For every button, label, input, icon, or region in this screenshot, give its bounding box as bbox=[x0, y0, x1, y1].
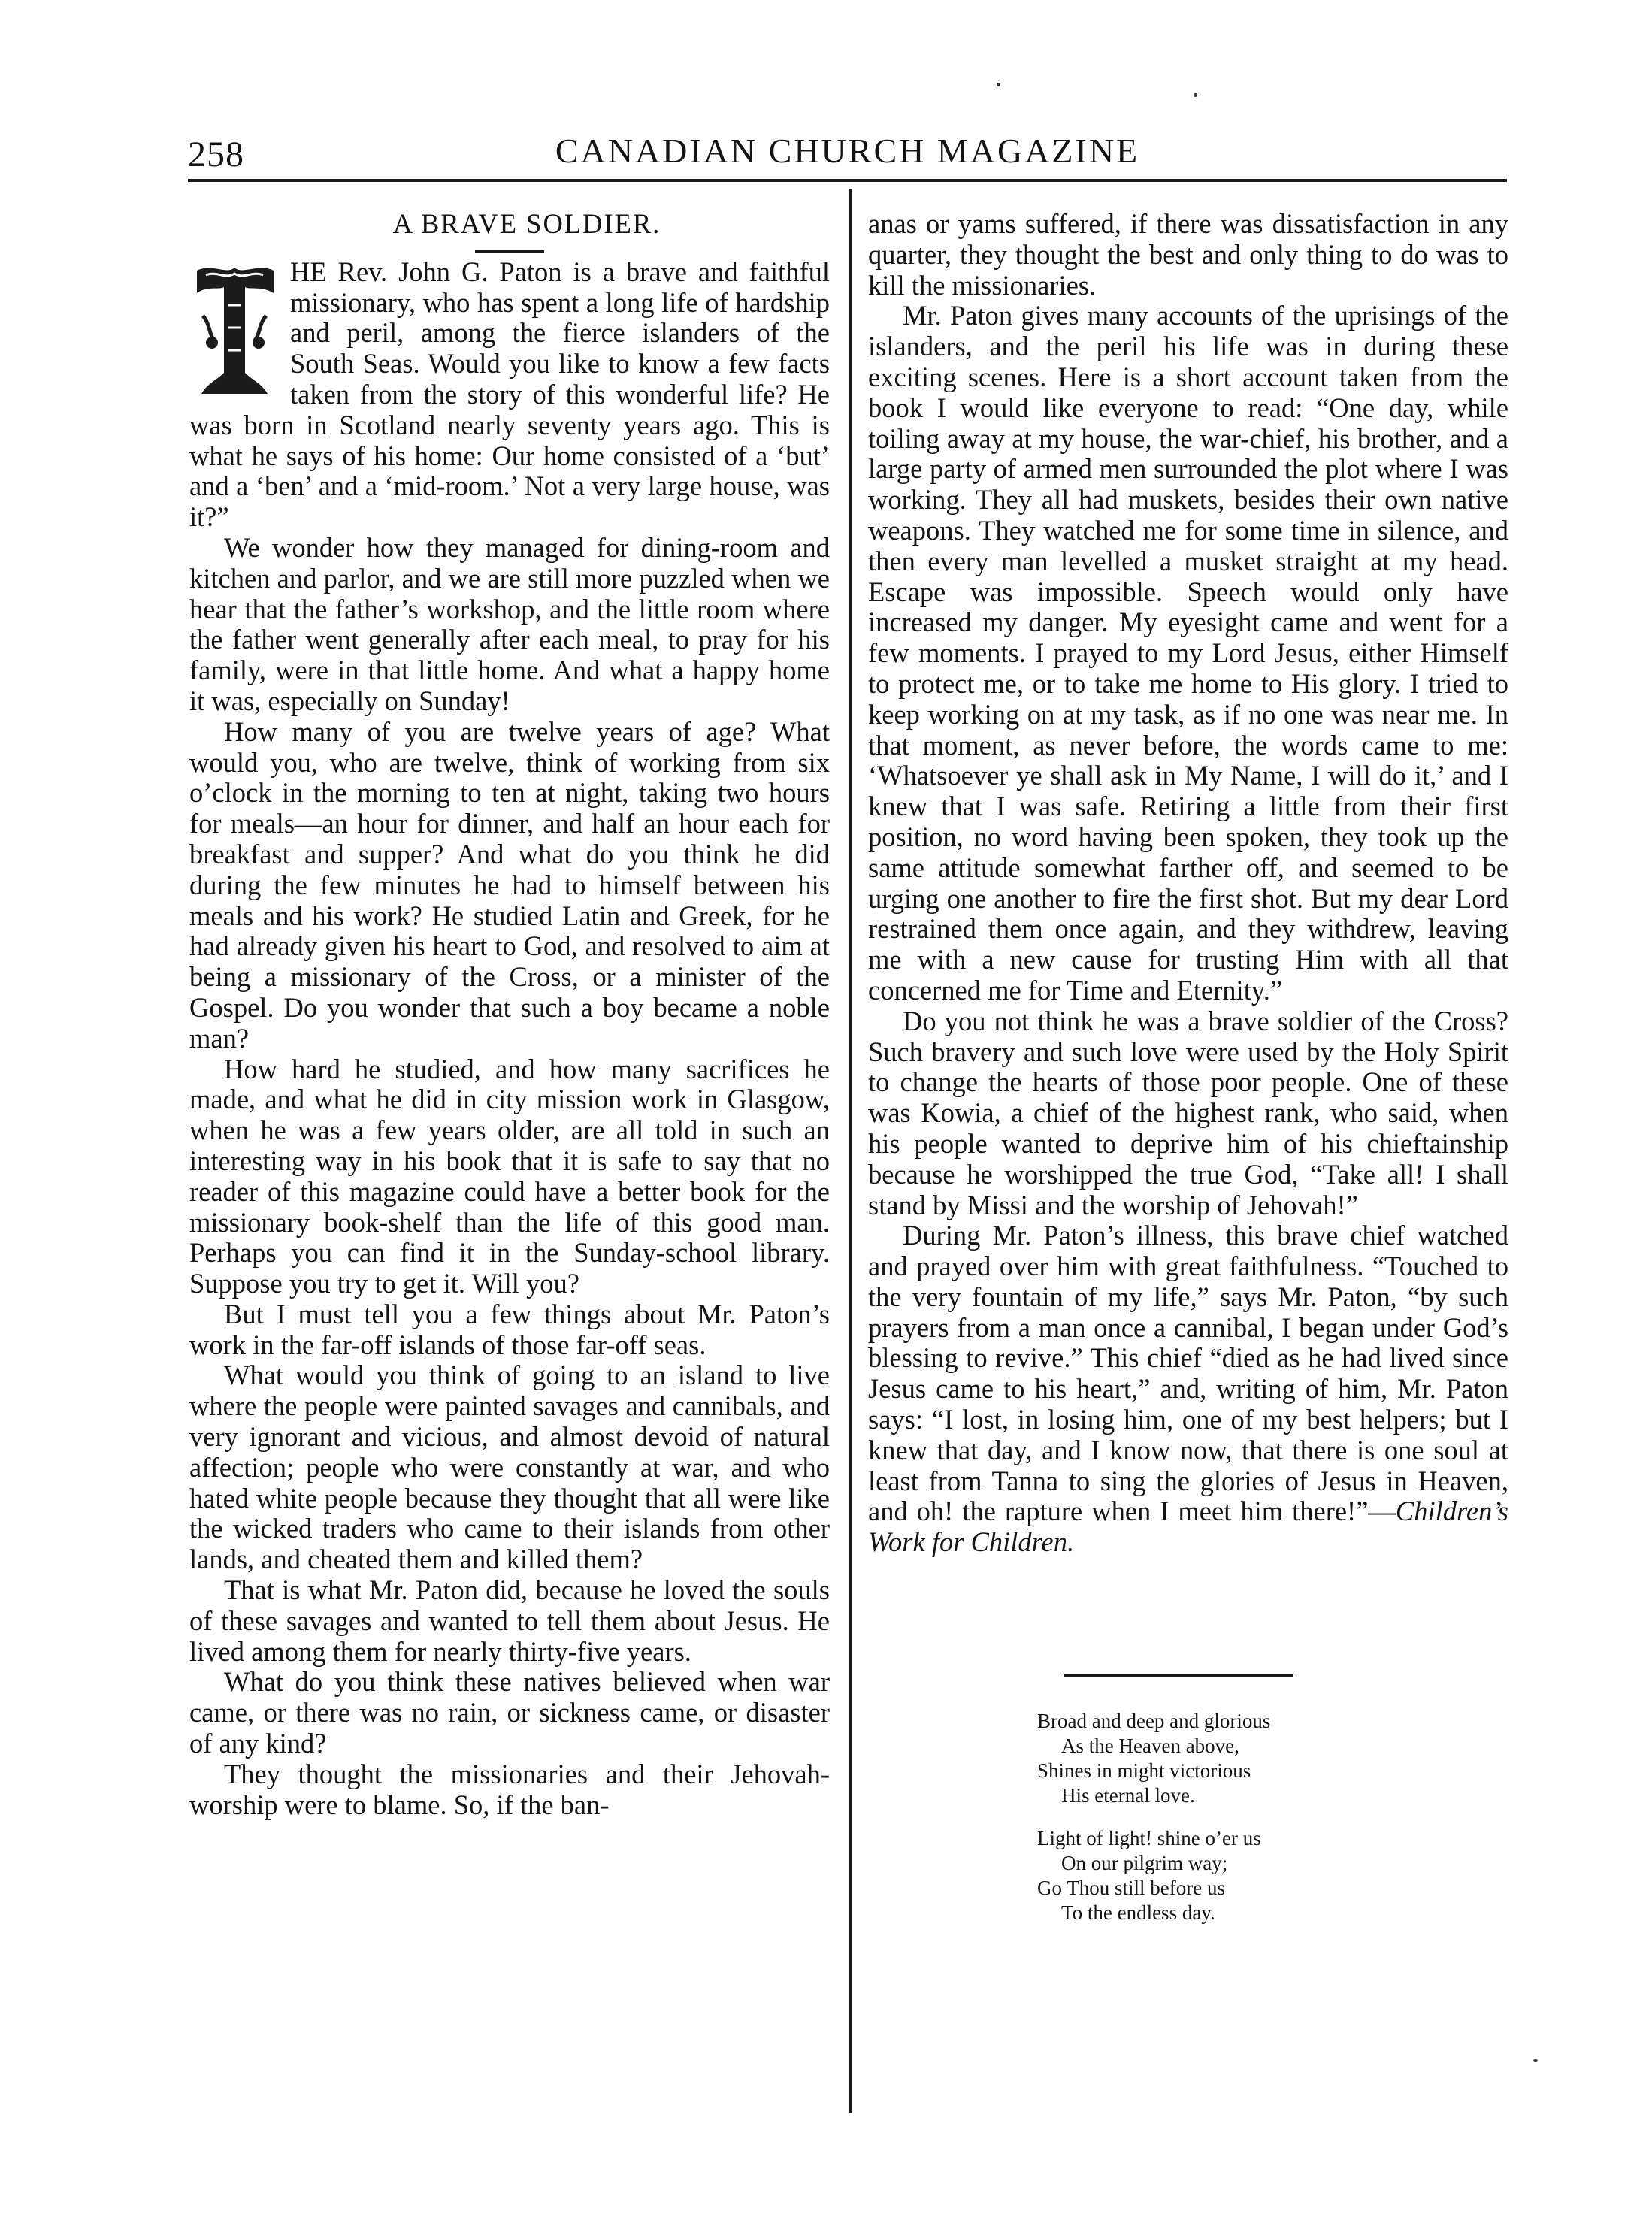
article-paragraph: How hard he studied, and how many sacrifices he made, and what he did in city mission work in Glasgow, when he was a few years older, are all told in such an interesting way in his book that it is safe to say that no reader of this magazine could have a better book for the missionary book-shelf than the life of this good man. Perhaps you can find it in the Sunday-school library. Suppose you try to get it. Will you? bbox=[189, 1053, 830, 1299]
page-header bbox=[188, 128, 1507, 180]
article-title: A BRAVE SOLDIER. bbox=[392, 208, 661, 239]
article-source: Children’s Work for Children. bbox=[868, 1496, 1508, 1558]
poem-line: Shines in might victorious bbox=[1037, 1759, 1251, 1782]
column-divider bbox=[849, 189, 852, 2113]
title-rule bbox=[475, 250, 544, 253]
poem-line: On our pilgrim way; bbox=[1061, 1852, 1228, 1874]
poem-line: To the endless day. bbox=[1061, 1901, 1215, 1924]
page-number: 258 bbox=[188, 135, 244, 174]
drop-cap-ornament bbox=[189, 260, 280, 401]
article-paragraph: We wonder how they managed for dining-room and kitchen and parlor, and we are still more puzzled when we hear that the father’s workshop, and the little room where the father went generally after each meal, to pray for his family, were in that little home. And what a happy home it was, especially on Sunday! bbox=[189, 531, 830, 716]
article-paragraph: That is what Mr. Paton did, because he loved the souls of these savages and wanted to tell them about Jesus. He lived among them for nearly thirty-five years. bbox=[189, 1574, 830, 1667]
magazine-title: CANADIAN CHURCH MAGAZINE bbox=[555, 132, 1140, 170]
right-column bbox=[868, 209, 1508, 1558]
article-paragraph: What would you think of going to an island to live where the people were painted savages and cannibals, and very ignorant and vicious, and almost devoid of natural affection; people who were constantly at war, and who hated white people because they thought that all were like the wicked traders who came to their islands from other lands, and cheated them and killed them? bbox=[189, 1359, 830, 1575]
print-speck bbox=[997, 83, 1000, 86]
poem-line: Light of light! shine o’er us bbox=[1037, 1827, 1261, 1849]
print-speck bbox=[1194, 93, 1197, 97]
article-paragraph: They thought the missionaries and their Jehovah-worship were to blame. So, if the ban- bbox=[189, 1758, 830, 1820]
poem-stanza bbox=[1037, 1709, 1353, 1808]
article-paragraph: anas or yams suffered, if there was dissatisfaction in any quarter, they thought the best and only thing to do was to kill the missionaries. bbox=[868, 208, 1508, 301]
poem-line: Go Thou still before us bbox=[1037, 1877, 1225, 1899]
poem-stanza bbox=[1037, 1826, 1353, 1925]
article-paragraph: Mr. Paton gives many accounts of the uprisings of the islanders, and the peril his life was in during these exciting scenes. Here is a short account taken from the book I would like everyone to read: “One day, while toiling away at my house, the war-chief, his brother, and a large party of armed men surrounded the plot where I was working. They all had muskets, besides their own native weapons. They watched me for some time in silence, and then every man levelled a musket straight at my head. Escape was impossible. Speech would only have increased my danger. My eyesight came and went for a few moments. I prayed to my Lord Jesus, either Himself to protect me, or to take me home to His glory. I tried to keep working on at my task, as if no one was near me. In that moment, as never before, the words came to me: ‘Whatsoever ye shall ask in My Name, I will do it,’ and I knew that I was safe. Retiring a little from their first position, no word having been spoken, they took up the same attitude somewhat farther off, and seemed to be urging one another to fire the first shot. But my dear Lord restrained them once again, and they withdrew, leaving me with a new cause for trusting Him with all that concerned me for Time and Eternity.” bbox=[868, 300, 1508, 1006]
article-paragraph: During Mr. Paton’s illness, this brave chief watched and prayed over him with great faithfulness. “Touched to the very fountain of my life,” says Mr. Paton, “by such prayers from a man once a cannibal, I began under God’s blessing to revive.” This chief “died as he had lived since Jesus came to his heart,” and, writing of him, Mr. Paton says: “I lost, in losing him, one of my best helpers; but I knew that day, and I know now, that there is one soul at least from Tanna to sing the glories of Jesus in Heaven, and oh! the rapture when I meet him there!”—Children’s Work for Children. bbox=[868, 1220, 1508, 1558]
article-paragraph: But I must tell you a few things about Mr. Paton’s work in the far-off islands of those far-off seas. bbox=[189, 1298, 830, 1360]
header-rule bbox=[188, 179, 1507, 182]
left-column bbox=[189, 209, 830, 1820]
poem-rule bbox=[1064, 1674, 1293, 1677]
print-speck bbox=[1533, 2059, 1538, 2062]
poem-line: His eternal love. bbox=[1061, 1784, 1195, 1807]
article-paragraph: Do you not think he was a brave soldier of the Cross? Such bravery and such love were used by the Holy Spirit to change the hearts of those poor people. One of these was Kowia, a chief of the highest rank, who said, when his people wanted to deprive him of his chieftainship because he worshipped the true God, “Take all! I shall stand by Missi and the worship of Jehovah!” bbox=[868, 1005, 1508, 1220]
article-paragraph: HE Rev. John G. Paton is a brave and faithful missionary, who has spent a long life of hardship and peril, among the fierce islanders of the South Seas. Would you like to know a few facts taken from the story of this wonderful life? He was born in Scotland nearly seventy years ago. This is what he says of his home: Our home consisted of a ‘but’ and a ‘ben’ and a ‘mid-room.’ Not a very large house, was it?” bbox=[189, 256, 830, 533]
article-paragraph: How many of you are twelve years of age? What would you, who are twelve, think of working from six o’clock in the morning to ten at night, taking two hours for meals—an hour for dinner, and half an hour each for breakfast and supper? And what do you think he did during the few minutes he had to himself between his meals and his work? He studied Latin and Greek, for he had already given his heart to God, and resolved to aim at being a missionary of the Cross, or a minister of the Gospel. Do you wonder that such a boy became a noble man? bbox=[189, 715, 830, 1054]
poem bbox=[1037, 1709, 1353, 1943]
poem-line: As the Heaven above, bbox=[1061, 1734, 1239, 1757]
article-paragraph: What do you think these natives believed when war came, or there was no rain, or sickness came, or disaster of any kind? bbox=[189, 1666, 830, 1759]
poem-line: Broad and deep and glorious bbox=[1037, 1710, 1271, 1732]
